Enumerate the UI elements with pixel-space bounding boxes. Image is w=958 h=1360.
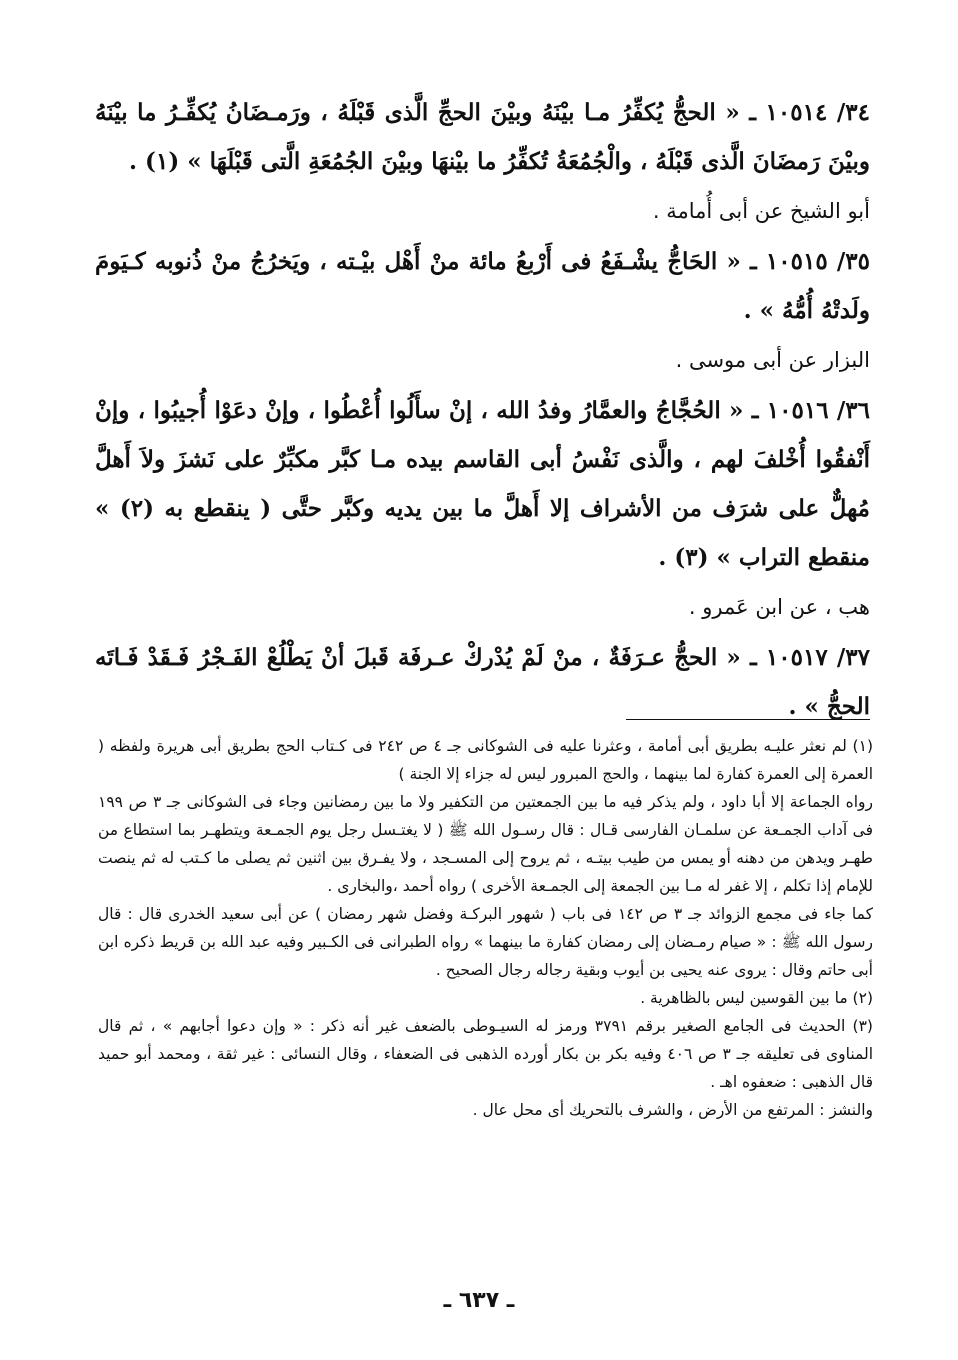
footnote-2: (٢) ما بين القوسين ليس بالظاهرية . [640,989,873,1007]
hadith-10514: ٣٤/ ١٠٥١٤ ـ « الحجُّ يُكفِّرُ مـا بيْنَهُ وبيْنَ الحجِّ الَّذى قَبْلَهُ ، ورَمـضَانُ يُكفِّـرُ ما بيْنَهُ وبيْنَ رَمضَانَ الَّذى قَبْلَهُ ، والْجُمُعَةُ تُكفِّرُ ما بيْنهَا وبيْنَ الجُمُعَةِ الَّتى قَبْلَهَا » (١) . [95,99,870,175]
footnote-3: (٣) الحديث فى الجامع الصغير برقم ٣٧٩١ ورمز له السيـوطى بالضعف غير أنه ذكر : « وإن دعوا أجابهم » ، ثم قال المناوى فى تعليقه جـ ٣ ص ٤٠٦ وفيه بكر بن بكار أورده الذهبى فى الضعفاء ، وقال النسائى : غير ثقة ، ومحمد أبو حميد قال الذهبى : ضعفوه اهـ . [98,1017,874,1091]
footnote-glossary: والنشز : المرتفع من الأرض ، والشرف بالتحريك أى محل عال . [472,1101,873,1119]
footnote-1-intro: (١) لم نعثر عليـه بطريق أبى أمامة ، وعثرنا عليه فى الشوكانى جـ ٤ ص ٢٤٢ فى كـتاب الحج بطريق أبى هريرة ولفظه ( العمرة إلى العمرة كفارة لما بينهما ، والحج المبرور ليس له جزاء إلا الجنة ) [98,737,873,783]
footnotes [98,732,873,1124]
hadith-10516-source: هب ، عن ابن عَمرو . [688,595,870,619]
hadith-10515-source: البزار عن أبى موسى . [675,348,870,372]
footnote-divider [626,719,870,720]
hadith-10514-source: أبو الشيخ عن أبى أُمامة . [652,199,870,223]
footnote-1-detail: رواه الجماعة إلا أبا داود ، ولم يذكر فيه ما بين الجمعتين من التكفير ولا ما بين رمضانين وجاء فى الشوكانى جـ ٣ ص ١٩٩ فى آداب الجمـعة عن سلمـان الفارسى قـال : قال رسـول الله ﷺ ( لا يغتـسل رجل يوم الجمـعة ويتطهـر بما استطاع من طهـر ويدهن من دهنه أو يمس من طيب بيتـه ، ثم يروح إلى المسـجد ، ولا يفـرق بين اثنين ثم يصلى ما كـتب له ثم ينصت للإمام إذا تكلم ، إلا غفر له مـا بين الجمعة إلى الجمـعة الأخرى ) رواه أحمد ،والبخارى . [98,793,874,895]
hadith-10516: ٣٦/ ١٠٥١٦ ـ « الحُجَّاجُ والعمَّارُ وفدُ الله ، إنْ سأَلُوا أُعْطُوا ، وإنْ دعَوْا أُجيبُوا ، وإنْ أَنْفقُوا أُخْلفَ لهم ، والَّذى نَفْسُ أبى القاسم بيده مـا كبَّر مكبِّرٌ على نَشزَ ولاَ أَهلَّ مُهلٌّ على شرَف من الأشراف إلا أَهلَّ ما بين يديه وكبَّر حتَّى ( ينقطع به (٢) » منقطع التراب » (٣) . [95,397,870,571]
hadith-10517: ٣٧/ ١٠٥١٧ ـ « الحجُّ عـرَفَةٌ ، منْ لَمْ يُدْركْ عـرفَة قَبلَ أنْ يَطْلُعْ الفَـجْرُ فَـقَدْ فَـاتَه الحجُّ » . [95,644,870,720]
hadith-10515: ٣٥/ ١٠٥١٥ ـ « الحَاجُّ يشْـفَعُ فى أَرْبعُ مائة منْ أَهْل بيْـته ، ويَخرُجُ منْ ذُنوبه كـيَومَ ولَدتْهُ أُمُّهُ » . [95,248,870,324]
page-number: ـ ٦٣٧ ـ [443,1288,515,1313]
footnote-1-zawaid: كما جاء فى مجمع الزوائد جـ ٣ ص ١٤٢ فى باب ( شهور البركـة وفضل شهر رمضان ) عن أبى سعيد الخدرى قال : قال رسول الله ﷺ : « صيام رمـضان إلى رمضان كفارة ما بينهما » رواه الطبرانى فى الكـبير وفيه عبد الله بن قريط ذكره ابن أبى حاتم وقال : يروى عنه يحيى بن أيوب وبقية رجاله رجال الصحيح . [98,905,873,979]
main-text [95,88,870,731]
